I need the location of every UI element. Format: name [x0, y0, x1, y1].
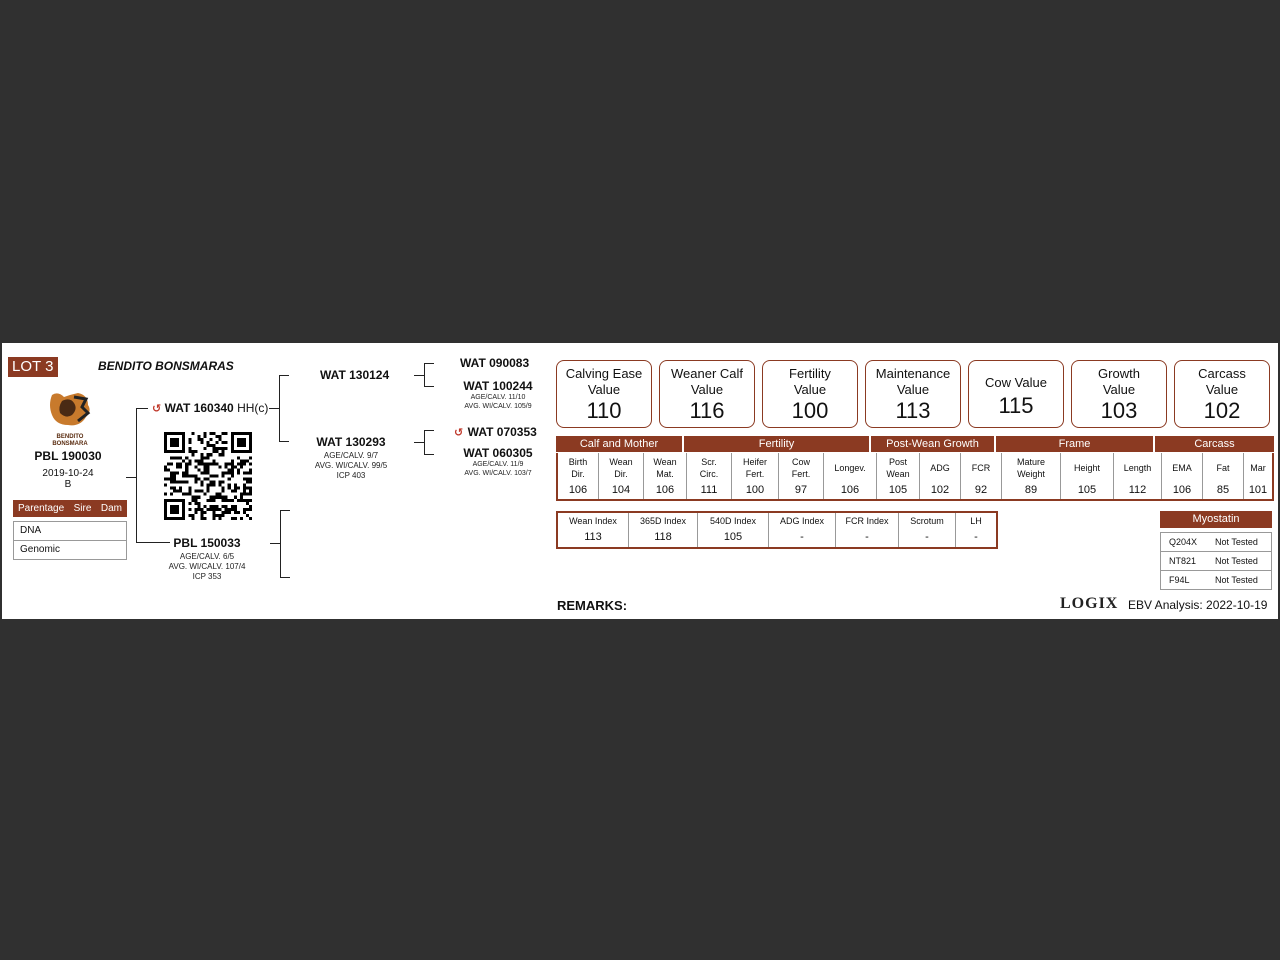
myostatin-table — [1160, 511, 1272, 590]
lot-badge: LOT 3 — [8, 357, 58, 377]
myostatin-result: Not Tested — [1215, 556, 1258, 566]
ebv-value: 85 — [1216, 484, 1230, 496]
dam-info-3: ICP 353 — [192, 572, 222, 581]
ebv-post-wean — [877, 453, 920, 499]
myostatin-gene: Q204X — [1169, 537, 1198, 547]
myostatin-title: Myostatin — [1160, 511, 1272, 528]
sd-dam-info-1: AGE/CALV. 11/9 — [472, 461, 524, 468]
pedigree-line — [424, 430, 434, 431]
homozygous-icon: ↺ — [454, 427, 464, 439]
ebv-value: 106 — [840, 484, 860, 496]
index-header: FCR Index — [845, 516, 889, 526]
animal-info — [22, 449, 114, 490]
ebv-header: Height — [1073, 463, 1100, 473]
ebv-wean-dir — [599, 453, 644, 499]
parentage-sire-label: Sire — [73, 503, 92, 514]
value-label: Value — [587, 382, 621, 397]
ss-dam-id: WAT 100244 — [463, 379, 533, 393]
pedigree-line — [414, 375, 424, 376]
ebv-value: 89 — [1024, 484, 1038, 496]
breeder-name: BENDITO BONSMARAS — [98, 359, 234, 373]
myostatin-row — [1160, 532, 1272, 552]
myostatin-row — [1160, 552, 1272, 571]
logo-line2: BONSMARA — [52, 441, 88, 447]
index-540d — [698, 513, 769, 547]
pedigree-line — [136, 408, 137, 542]
ebv-header: Dir. — [614, 469, 628, 479]
sire-sire-id: WAT 130124 — [320, 368, 390, 382]
value-label: Fertility — [789, 366, 831, 381]
ebv-fcr — [961, 453, 1002, 499]
ebv-value: 105 — [888, 484, 908, 496]
value-label: Value — [1205, 382, 1239, 397]
value-box-calving-ease — [556, 360, 652, 428]
parentage-row-genomic: Genomic — [13, 541, 127, 560]
ebv-value: 106 — [655, 484, 675, 496]
index-value: - — [974, 531, 978, 543]
ebv-header: Wean — [886, 469, 910, 479]
parentage-header — [13, 500, 127, 517]
pedigree-line — [280, 510, 281, 577]
ebv-value: 102 — [930, 484, 950, 496]
value-number: 103 — [1100, 398, 1138, 423]
ebv-adg — [920, 453, 961, 499]
value-label: Maintenance — [875, 366, 951, 381]
pedigree-line — [280, 510, 290, 511]
value-number: 102 — [1203, 398, 1241, 423]
ebv-header: ADG — [930, 463, 950, 473]
sd-sire-id: WAT 070353 — [467, 425, 537, 439]
value-label: Value — [896, 382, 930, 397]
ebv-header: Mature — [1016, 457, 1045, 467]
value-label: Value — [1102, 382, 1136, 397]
myostatin-row — [1160, 571, 1272, 590]
pedigree-line — [269, 408, 279, 409]
parentage-row-dna: DNA — [13, 521, 127, 541]
index-365d — [629, 513, 698, 547]
sire-dam-id: WAT 130293 — [316, 435, 386, 449]
value-number: 110 — [586, 398, 622, 423]
index-scrotum — [899, 513, 956, 547]
index-table — [556, 511, 998, 549]
ebv-header: Scr. — [701, 457, 717, 467]
ebv-value: 97 — [794, 484, 808, 496]
ss-dam-info-1: AGE/CALV. 11/10 — [470, 394, 526, 401]
ebv-heifer-fert — [732, 453, 779, 499]
ebv-header: Mat. — [656, 469, 674, 479]
sd-dam — [456, 446, 540, 478]
value-box-carcass — [1174, 360, 1270, 428]
index-adg — [769, 513, 836, 547]
parentage-label: Parentage — [18, 503, 65, 514]
ebv-value: 106 — [1172, 484, 1192, 496]
ebv-mature-weight — [1002, 453, 1061, 499]
ebv-header: Wean — [653, 457, 677, 467]
qr-code[interactable] — [164, 432, 252, 520]
myostatin-result: Not Tested — [1215, 575, 1258, 585]
animal-dob: 2019-10-24 — [42, 468, 94, 479]
ebv-header: Birth — [568, 457, 588, 467]
sire-dam-info-2: AVG. WI/CALV. 99/5 — [314, 461, 388, 470]
ebv-value: 92 — [974, 484, 988, 496]
ebv-value: 100 — [745, 484, 765, 496]
ebv-header: Fat — [1216, 463, 1230, 473]
myostatin-gene: NT821 — [1169, 556, 1197, 566]
ebv-value: 106 — [568, 484, 588, 496]
ebv-header: Mar — [1250, 463, 1266, 473]
ebv-table — [556, 453, 1274, 501]
index-lh — [956, 513, 996, 547]
group-fertility: Fertility — [684, 436, 869, 452]
pedigree-line — [279, 375, 280, 441]
value-box-fertility — [762, 360, 858, 428]
sd-dam-id: WAT 060305 — [463, 446, 533, 460]
myostatin-gene: F94L — [1169, 575, 1190, 585]
index-value: - — [865, 531, 869, 543]
value-label: Calving Ease — [565, 366, 643, 381]
logo-line1: BENDITO — [56, 434, 84, 440]
ebv-analysis-date: EBV Analysis: 2022-10-19 — [1128, 598, 1268, 612]
breeder-logo — [44, 391, 96, 447]
ebv-header: Fert. — [791, 469, 811, 479]
ebv-header: Cow — [791, 457, 810, 467]
ss-dam-info-2: AVG. WI/CALV. 105/9 — [464, 403, 532, 410]
sire-id: WAT 160340 — [164, 401, 234, 415]
ebv-birth-dir — [558, 453, 599, 499]
ebv-mar — [1244, 453, 1272, 499]
animal-card — [2, 343, 1278, 619]
dam-info-1: AGE/CALV. 6/5 — [179, 552, 235, 561]
sire-dam-info-1: AGE/CALV. 9/7 — [323, 451, 379, 460]
value-label: Carcass — [1198, 366, 1246, 381]
ebv-header: Longev. — [834, 463, 866, 473]
sire-dam-info-3: ICP 403 — [336, 471, 366, 480]
ebv-header: Wean — [609, 457, 633, 467]
ebv-header: Fert. — [745, 469, 765, 479]
value-box-weaner-calf — [659, 360, 755, 428]
value-number: 116 — [689, 398, 725, 423]
remarks-label: REMARKS: — [557, 598, 628, 613]
ebv-header: Post — [888, 457, 907, 467]
ebv-longev — [824, 453, 877, 499]
value-label: Cow Value — [985, 375, 1047, 390]
pedigree-line — [270, 543, 280, 544]
value-label: Value — [690, 382, 724, 397]
animal-sex: B — [64, 479, 72, 490]
pedigree-line — [424, 363, 434, 364]
group-frame: Frame — [996, 436, 1153, 452]
logix-logo: LOGIX — [1060, 595, 1119, 612]
value-label: Weaner Calf — [670, 366, 743, 381]
ss-sire-id: WAT 090083 — [460, 356, 530, 370]
ebv-header: FCR — [971, 463, 991, 473]
group-post-wean-growth: Post-Wean Growth — [871, 436, 994, 452]
ebv-fat — [1203, 453, 1244, 499]
ebv-value: 105 — [1077, 484, 1097, 496]
ebv-scr-circ — [687, 453, 732, 499]
dam-info-2: AVG. WI/CALV. 107/4 — [168, 562, 246, 571]
group-calf-mother: Calf and Mother — [556, 436, 682, 452]
animal-id: PBL 190030 — [34, 449, 102, 463]
sd-dam-info-2: AVG. WI/CALV. 103/7 — [464, 470, 532, 477]
index-wean — [558, 513, 629, 547]
pedigree-line — [279, 441, 289, 442]
ebv-header: Circ. — [699, 469, 719, 479]
value-box-cow — [968, 360, 1064, 428]
index-value: - — [925, 531, 929, 543]
ss-dam — [456, 379, 540, 411]
ebv-length — [1114, 453, 1162, 499]
ebv-cow-fert — [779, 453, 824, 499]
index-header: 540D Index — [709, 516, 757, 526]
sire-suffix: HH(c) — [237, 401, 269, 415]
pedigree-line — [424, 386, 434, 387]
index-value: 113 — [584, 531, 602, 543]
parentage-table — [13, 500, 127, 560]
value-number: 100 — [791, 398, 829, 423]
index-fcr — [836, 513, 899, 547]
ebv-header: EMA — [1172, 463, 1192, 473]
ebv-height — [1061, 453, 1114, 499]
pedigree-line — [424, 363, 425, 386]
group-carcass: Carcass — [1155, 436, 1274, 452]
index-value: - — [800, 531, 804, 543]
pedigree-line — [280, 577, 290, 578]
parentage-dam-label: Dam — [100, 503, 122, 514]
ebv-value: 104 — [611, 484, 631, 496]
index-header: Wean Index — [569, 516, 617, 526]
ebv-header: Length — [1123, 463, 1152, 473]
index-header: Scrotum — [910, 516, 944, 526]
pedigree-line — [279, 375, 289, 376]
dam — [162, 536, 252, 582]
value-box-growth — [1071, 360, 1167, 428]
sire-dam — [308, 435, 394, 481]
value-box-maintenance — [865, 360, 961, 428]
ebv-value: 111 — [700, 484, 718, 496]
value-label: Value — [793, 382, 827, 397]
index-value: 118 — [654, 531, 672, 543]
ebv-wean-mat — [644, 453, 687, 499]
ebv-ema — [1162, 453, 1203, 499]
index-header: 365D Index — [639, 516, 687, 526]
pedigree-line — [414, 442, 424, 443]
pedigree-line — [424, 454, 434, 455]
index-value: 105 — [723, 531, 743, 543]
value-number: 115 — [998, 393, 1034, 418]
sd-sire — [454, 423, 537, 441]
pedigree-line — [126, 477, 136, 478]
sire — [152, 401, 268, 415]
pedigree-line — [424, 430, 425, 454]
homozygous-icon: ↺ — [152, 403, 162, 415]
dam-id: PBL 150033 — [173, 536, 241, 550]
ebv-value: 101 — [1248, 484, 1268, 496]
value-label: Growth — [1098, 366, 1140, 381]
index-header: ADG Index — [779, 516, 825, 526]
value-number: 113 — [895, 398, 931, 423]
ebv-value: 112 — [1128, 484, 1147, 496]
index-header: LH — [970, 516, 982, 526]
pedigree-line — [136, 408, 148, 409]
myostatin-result: Not Tested — [1215, 537, 1258, 547]
ebv-header: Weight — [1017, 469, 1045, 479]
ebv-header: Dir. — [571, 469, 585, 479]
ebv-header: Heifer — [742, 457, 767, 467]
